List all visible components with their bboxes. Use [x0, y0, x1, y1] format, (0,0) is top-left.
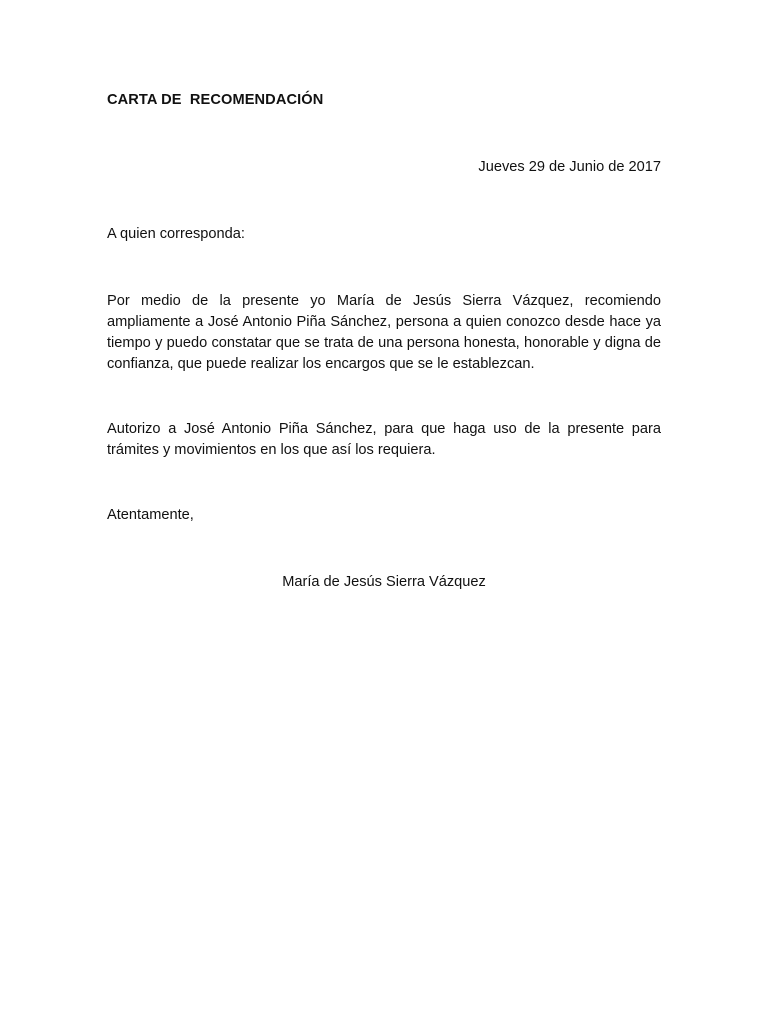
letter-paragraph-recommendation: Por medio de la presente yo María de Jesús Sierra Vázquez, recomiendo ampliamente a José Antonio Piña Sánchez, persona a quien conozco desde hace ya tiempo y puedo constatar que se trata de una persona honesta, honorable y digna de confianza, que puede realizar los encargos que se le establezcan. — [107, 293, 661, 372]
letter-closing: Atentamente, — [107, 507, 194, 523]
letter-title: CARTA DE RECOMENDACIÓN — [107, 92, 324, 108]
letter-date: Jueves 29 de Junio de 2017 — [478, 159, 661, 175]
signature-name: María de Jesús Sierra Vázquez — [282, 574, 486, 590]
letter-paragraph-authorization: Autorizo a José Antonio Piña Sánchez, para que haga uso de la presente para trámites y movimientos en los que así los requiera. — [107, 421, 661, 458]
letter-salutation: A quien corresponda: — [107, 226, 245, 242]
